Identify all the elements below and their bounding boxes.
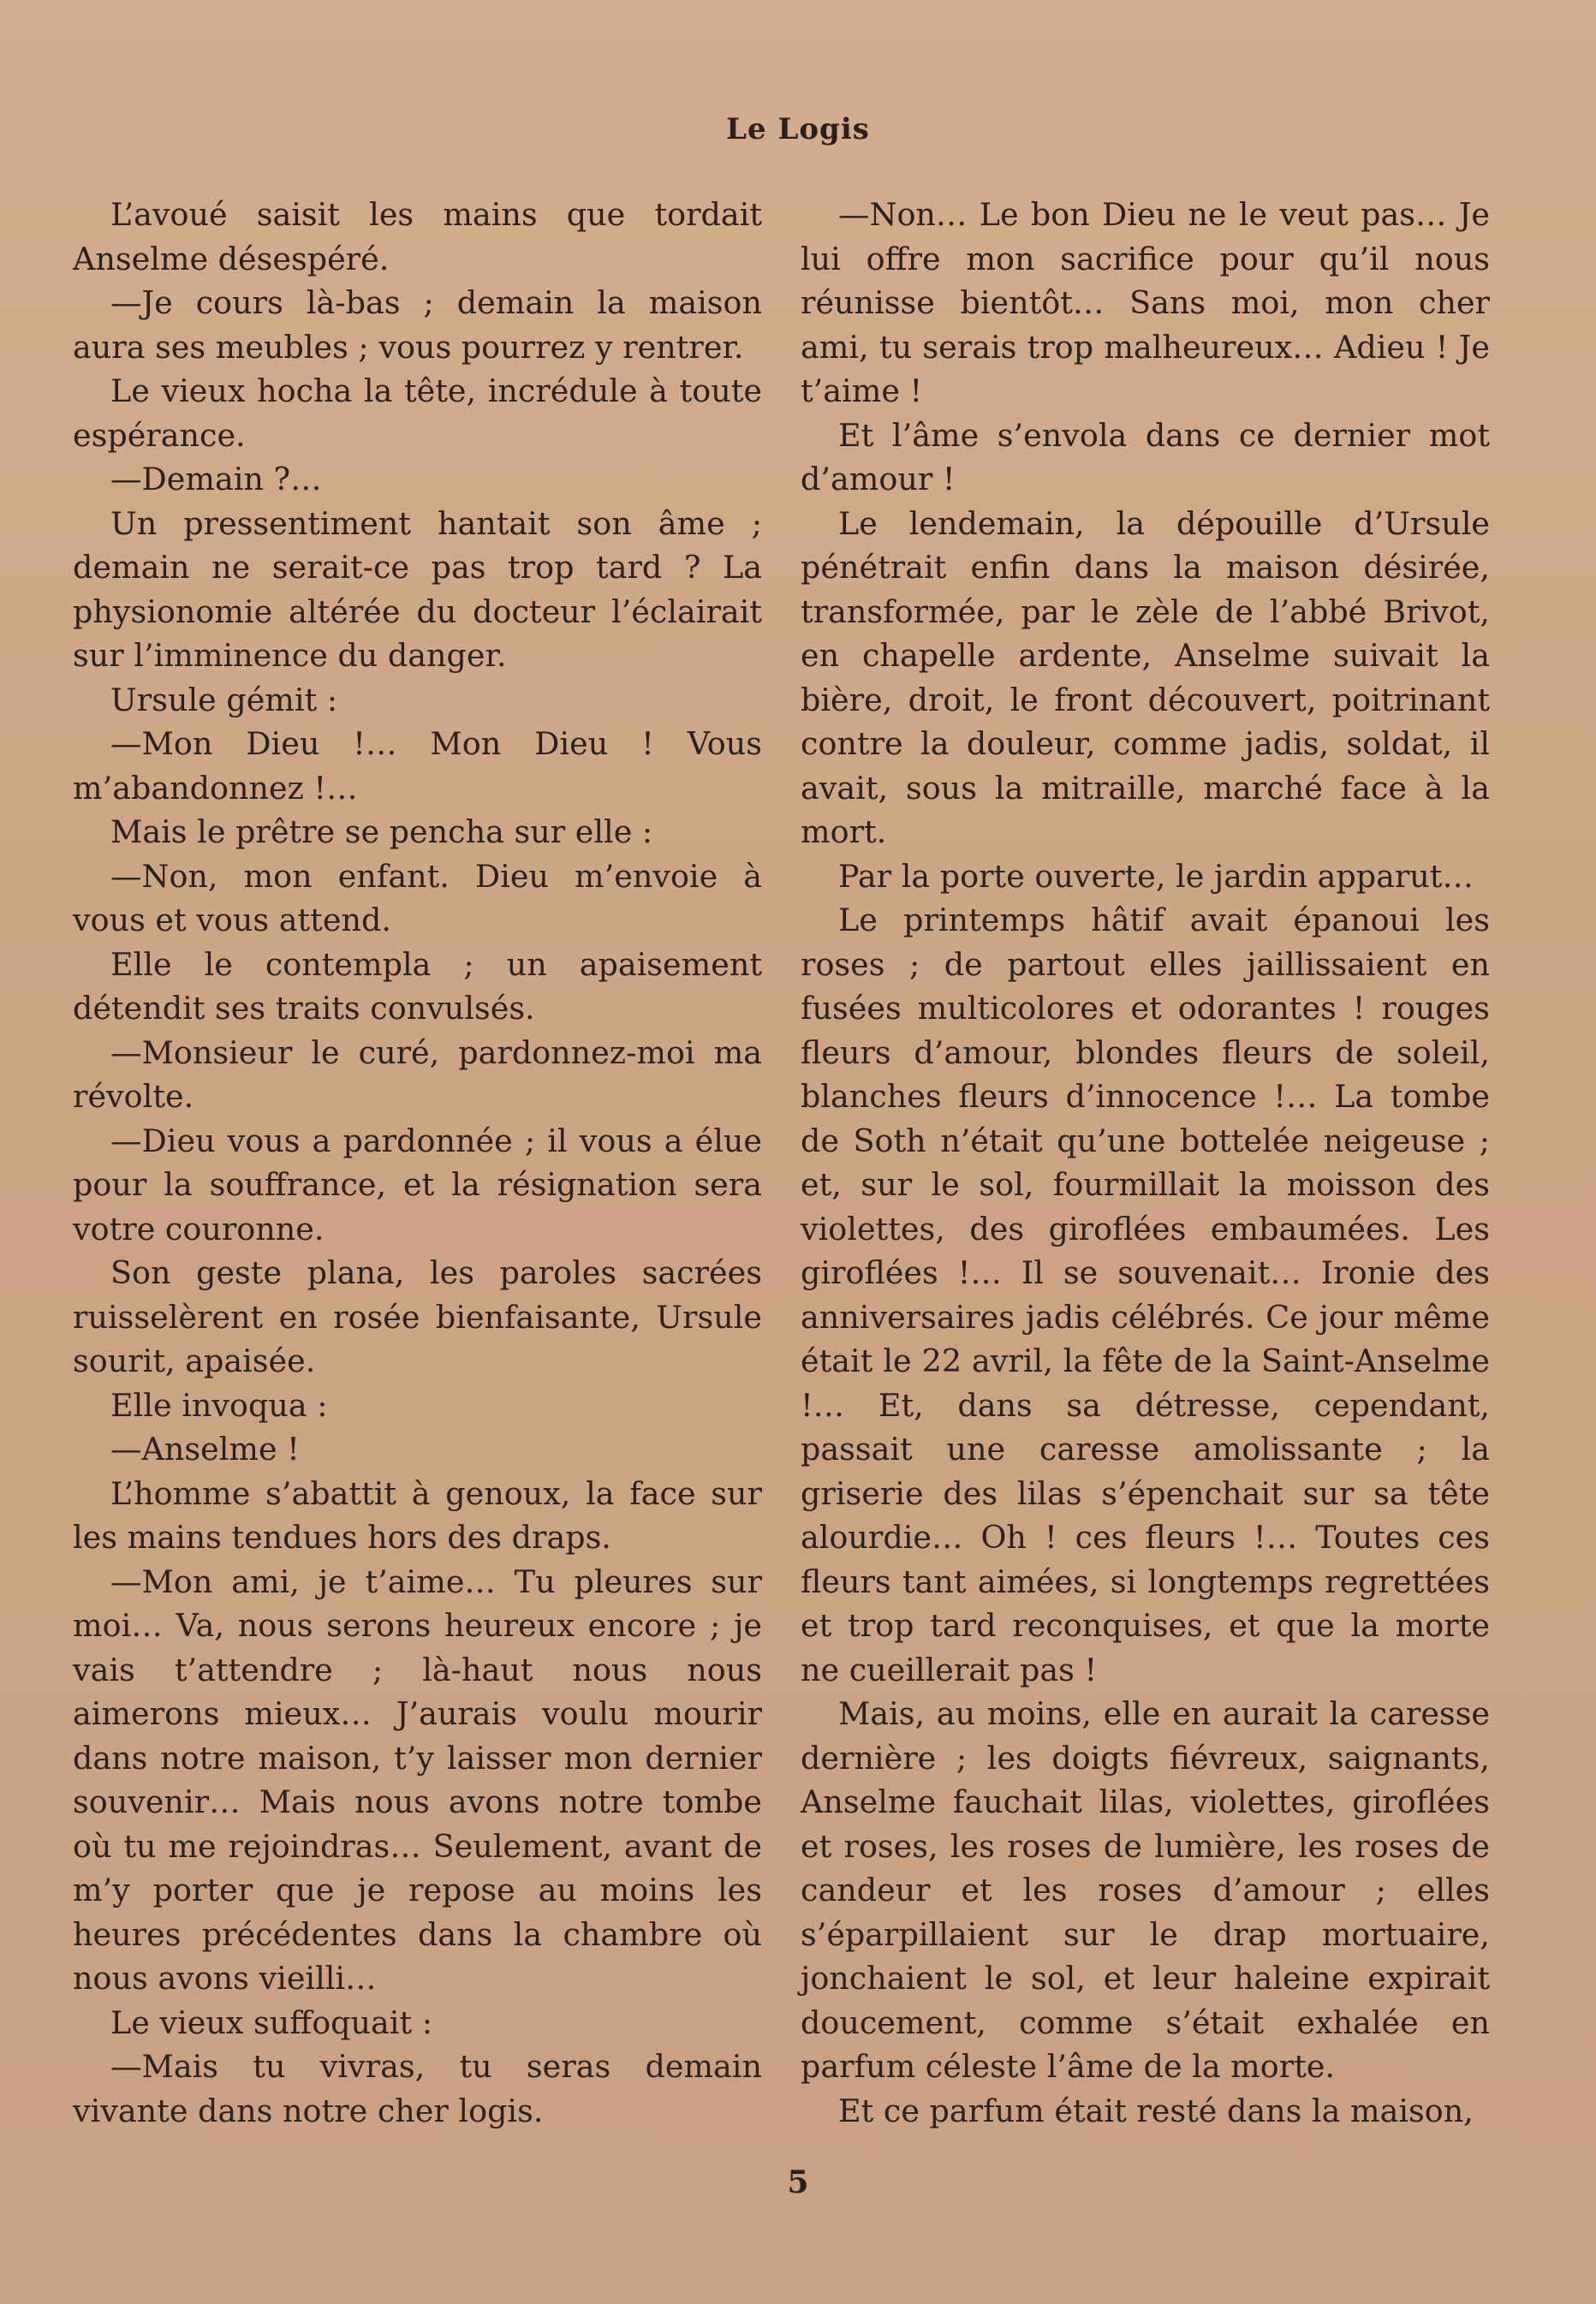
paragraph: Et l’âme s’envola dans ce dernier mot d’amour ! [801,416,1490,497]
paragraph: Mais le prêtre se pencha sur elle : [110,813,653,850]
paragraph: —Non… Le bon Dieu ne le veut pas… Je lui offre mon sacrifice pour qu’il nous réunisse bientôt… Sans moi, mon cher ami, tu serais trop malheureux… Adieu ! Je t’aime ! [801,196,1490,409]
paragraph: —Non, mon enfant. Dieu m’envoie à vous et vous attend. [73,857,762,938]
running-title: Le Logis [726,112,870,146]
paragraph: —Mais tu vivras, tu seras demain vivante dans notre cher logis. [73,2048,762,2129]
paragraph: Son geste plana, les paroles sacrées ruisselèrent en rosée bienfaisante, Ursule sourit, apaisée. [73,1254,762,1379]
right-column [801,193,1490,2133]
paragraph: —Dieu vous a pardonnée ; il vous a élue pour la souffrance, et la résignation sera votre couronne. [73,1122,762,1247]
paragraph: —Monsieur le curé, pardonnez-moi ma révolte. [73,1033,762,1115]
paragraph: Ursule gémit : [110,681,338,718]
paragraph: —Anselme ! [110,1431,300,1468]
paragraph: Le vieux hocha la tête, incrédule à toute espérance. [73,372,762,454]
paragraph: Mais, au moins, elle en aurait la caresse dernière ; les doigts fiévreux, saignants, Anselme fauchait lilas, violettes, giroflées et roses, les roses de lumière, les roses de candeur et les roses d’amour ; elles s’éparpillaient sur le drap mortuaire, jonchaient le sol, et leur haleine expirait doucement, comme s’était exhalée en parfum céleste l’âme de la morte. [801,1695,1490,2085]
paragraph: Elle invoqua : [110,1386,328,1424]
paragraph: L’homme s’abattit à genoux, la face sur les mains tendues hors des draps. [73,1474,762,1556]
paragraph: Le vieux suffoquait : [110,2003,433,2041]
paragraph: Elle le contempla ; un apaisement détendit ses traits convulsés. [73,945,762,1027]
paragraph: Le lendemain, la dépouille d’Ursule pénétrait enfin dans la maison désirée, transformée, par le zèle de l’abbé Brivot, en chapelle ardente, Anselme suivait la bière, droit, le front découvert, poitrinant contre la douleur, comme jadis, soldat, il avait, sous la mitraille, marché face à la mort. [801,504,1490,850]
paragraph: Et ce parfum était resté dans la maison, [838,2092,1474,2129]
page-number: 5 [787,2164,809,2200]
left-column [73,193,762,2133]
paragraph: —Mon ami, je t’aime… Tu pleures sur moi… Va, nous serons heureux encore ; je vais t’attendre ; là-haut nous nous aimerons mieux… J’aurais voulu mourir dans notre maison, t’y laisser mon dernier souvenir… Mais nous avons notre tombe où tu me rejoindras… Seulement, avant de m’y porter que je repose au moins les heures précédentes dans la chambre où nous avons vieilli… [73,1563,762,1997]
paragraph: —Je cours là-bas ; demain la maison aura ses meubles ; vous pourrez y rentrer. [73,284,762,366]
paragraph: L’avoué saisit les mains que tordait Anselme désespéré. [73,196,762,277]
paragraph: Par la porte ouverte, le jardin apparut… [838,857,1474,895]
paragraph: Le printemps hâtif avait épanoui les roses ; de partout elles jaillissaient en fusées multicolores et odorantes ! rouges fleurs d’amour, blondes fleurs de soleil, blanches fleurs d’innocence !… La tombe de Soth n’était qu’une bottelée neigeuse ; et, sur le sol, fourmillait la moisson des violettes, des giroflées embaumées. Les giroflées !… Il se souvenait… Ironie des anniversaires jadis célébrés. Ce jour même était le 22 avril, la fête de la Saint-Anselme !… Et, dans sa détresse, cependant, passait une caresse amolissante ; la griserie des lilas s’épenchait sur sa tête alourdie… Oh ! ces fleurs !… Toutes ces fleurs tant aimées, si longtemps regrettées et trop tard reconquises, et que la morte ne cueillerait pas ! [801,902,1490,1688]
paragraph: Un pressentiment hantait son âme ; demain ne serait-ce pas trop tard ? La physionomie altérée du docteur l’éclairait sur l’imminence du danger. [73,504,762,674]
paragraph: —Demain ?… [110,461,322,497]
paragraph: —Mon Dieu !… Mon Dieu ! Vous m’abandonnez !… [73,725,762,807]
